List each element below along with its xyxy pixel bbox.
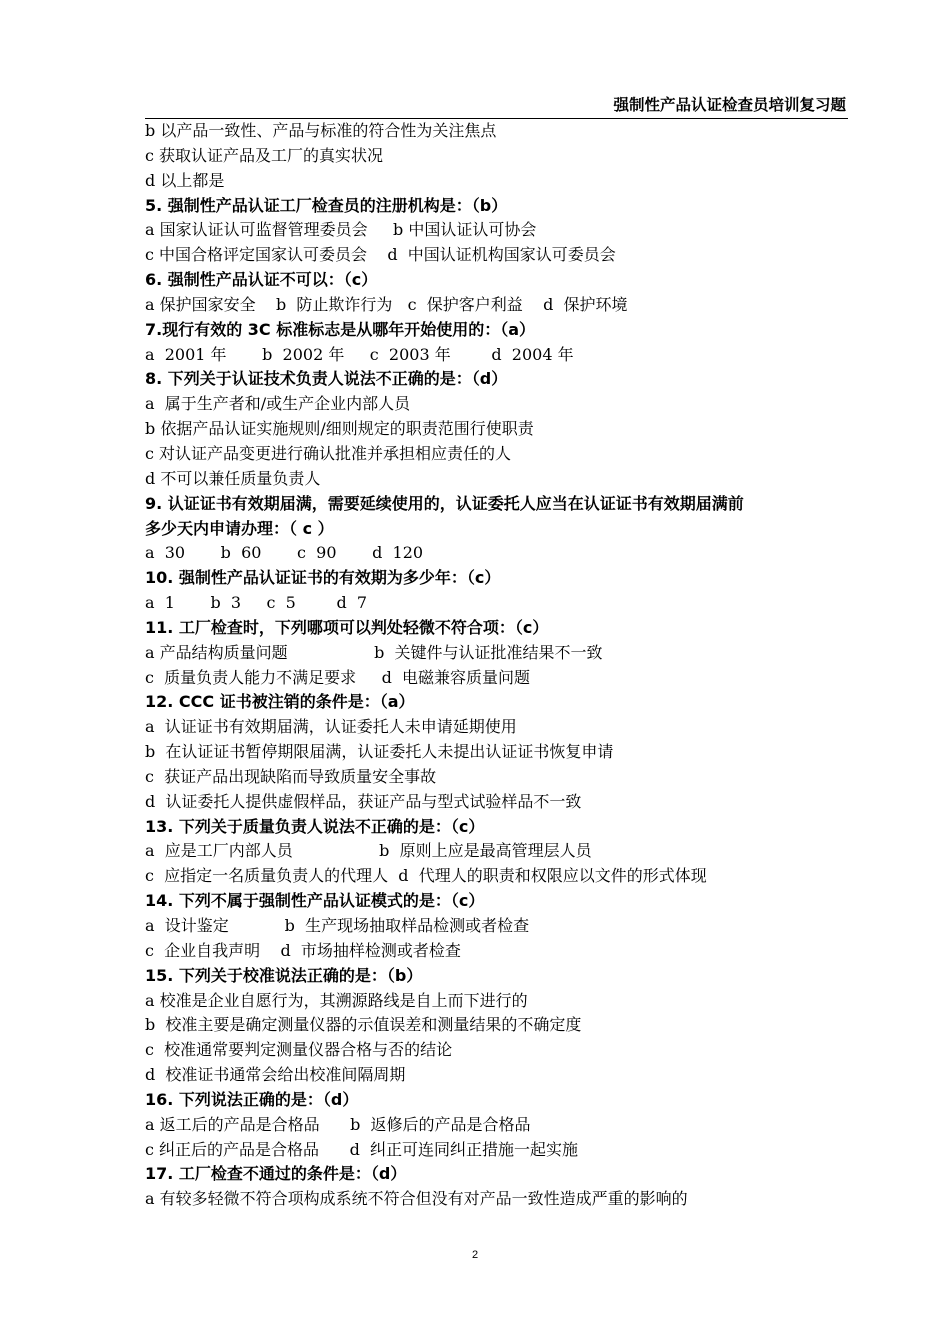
option-line: b 在认证证书暂停期限届满，认证委托人未提出认证证书恢复申请 [145,742,614,762]
option-line: d 认证委托人提供虚假样品，获证产品与型式试验样品不一致 [145,791,582,811]
option-line: c 获取认证产品及工厂的真实状况 [145,145,384,165]
option-line: a 有较多轻微不符合项构成系统不符合但没有对产品一致性造成严重的影响的 [145,1189,688,1209]
question-line: 9. 认证证书有效期届满，需要延续使用的，认证委托人应当在认证证书有效期届满前 [145,493,744,513]
option-line: c 校准通常要判定测量仪器合格与否的结论 [145,1040,453,1060]
option-line: a 1 b 3 c 5 d 7 [145,593,368,613]
question-line: 12. CCC 证书被注销的条件是：（a） [145,692,415,712]
question-line: 8. 下列关于认证技术负责人说法不正确的是：（d） [145,369,508,389]
option-line: a 2001 年 b 2002 年 c 2003 年 d 2004 年 [145,344,574,364]
option-line: d 不可以兼任质量负责人 [145,468,321,488]
option-line: a 属于生产者和/或生产企业内部人员 [145,394,411,414]
option-line: a 应是工厂内部人员 b 原则上应是最高管理层人员 [145,841,592,861]
option-line: c 对认证产品变更进行确认批准并承担相应责任的人 [145,443,512,463]
header-title: 强制性产品认证检查员培训复习题 [613,96,846,114]
option-line: a 30 b 60 c 90 d 120 [145,543,424,563]
option-line: c 中国合格评定国家认可委员会 d 中国认证机构国家认可委员会 [145,245,616,265]
option-line: a 国家认证认可监督管理委员会 b 中国认证认可协会 [145,220,537,240]
question-line: 17. 工厂检查不通过的条件是：（d） [145,1164,407,1184]
page-header [145,94,848,119]
question-line: 10. 强制性产品认证证书的有效期为多少年：（c） [145,568,501,588]
question-line: 7.现行有效的 3C 标准标志是从哪年开始使用的：（a） [145,319,536,339]
question-line: 6. 强制性产品认证不可以：（c） [145,270,378,290]
option-line: c 纠正后的产品是合格品 d 纠正可连同纠正措施一起实施 [145,1139,578,1159]
question-line: 16. 下列说法正确的是：（d） [145,1089,359,1109]
question-line: 14. 下列不属于强制性产品认证模式的是：（c） [145,891,485,911]
option-line: a 产品结构质量问题 b 关键件与认证批准结果不一致 [145,642,603,662]
option-line: c 企业自我声明 d 市场抽样检测或者检查 [145,940,461,960]
option-line: a 保护国家安全 b 防止欺诈行为 c 保护客户利益 d 保护环境 [145,294,628,314]
option-line: a 返工后的产品是合格品 b 返修后的产品是合格品 [145,1114,531,1134]
question-line: 13. 下列关于质量负责人说法不正确的是：（c） [145,816,485,836]
option-line: b 以产品一致性、产品与标准的符合性为关注焦点 [145,121,497,140]
page-number: 2 [471,1249,479,1261]
option-line: a 认证证书有效期届满，认证委托人未申请延期使用 [145,717,517,737]
question-line: 15. 下列关于校准说法正确的是：（b） [145,965,423,985]
document-body [145,119,855,1212]
option-line: c 质量负责人能力不满足要求 d 电磁兼容质量问题 [145,667,530,687]
option-line: a 设计鉴定 b 生产现场抽取样品检测或者检查 [145,916,530,935]
option-line: a 校准是企业自愿行为，其溯源路线是自上而下进行的 [145,990,528,1010]
option-line: b 校准主要是确定测量仪器的示值误差和测量结果的不确定度 [145,1015,582,1035]
option-line: c 应指定一名质量负责人的代理人 d 代理人的职责和权限应以文件的形式体现 [145,866,707,886]
option-line: b 依据产品认证实施规则/细则规定的职责范围行使职责 [145,419,534,439]
question-line: 多少天内申请办理：（ c ） [145,518,334,538]
question-line: 11. 工厂检查时，下列哪项可以判处轻微不符合项：（c） [145,617,549,637]
option-line: d 校准证书通常会给出校准间隔周期 [145,1065,406,1085]
option-line: d 以上都是 [145,170,225,190]
question-line: 5. 强制性产品认证工厂检查员的注册机构是：（b） [145,195,508,215]
option-line: c 获证产品出现缺陷而导致质量安全事故 [145,766,437,786]
